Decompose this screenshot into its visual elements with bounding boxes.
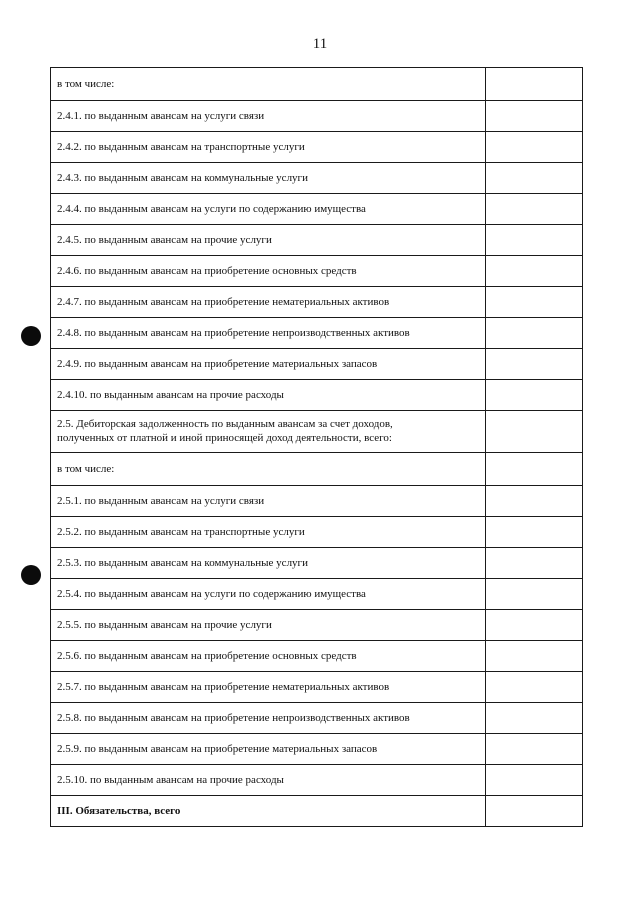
row-value-cell	[486, 318, 583, 349]
row-label: 2.4.3. по выданным авансам на коммунальные услуги	[51, 163, 486, 194]
row-value-cell	[486, 610, 583, 641]
row-value-cell	[486, 641, 583, 672]
punch-hole-mark	[21, 326, 41, 346]
table-row	[51, 486, 583, 517]
row-value-cell	[486, 765, 583, 796]
table-row	[51, 225, 583, 256]
table-row	[51, 548, 583, 579]
table-row	[51, 163, 583, 194]
table-row	[51, 453, 583, 486]
row-label: 2.5.7. по выданным авансам на приобретение нематериальных активов	[51, 672, 486, 703]
table-row	[51, 101, 583, 132]
table-row	[51, 796, 583, 827]
row-value-cell	[486, 287, 583, 318]
row-label: 2.4.6. по выданным авансам на приобретение основных средств	[51, 256, 486, 287]
row-value-cell	[486, 411, 583, 453]
table-row	[51, 734, 583, 765]
row-label: 2.5.4. по выданным авансам на услуги по содержанию имущества	[51, 579, 486, 610]
row-label: 2.5.3. по выданным авансам на коммунальные услуги	[51, 548, 486, 579]
punch-hole-mark	[21, 565, 41, 585]
row-value-cell	[486, 734, 583, 765]
row-value-cell	[486, 68, 583, 101]
row-label: 2.4.4. по выданным авансам на услуги по содержанию имущества	[51, 194, 486, 225]
table-row	[51, 256, 583, 287]
table-row	[51, 132, 583, 163]
row-label: в том числе:	[51, 453, 486, 486]
row-label-line: полученных от платной и иной приносящей доход деятельности, всего:	[57, 432, 392, 444]
row-label: 2.5.6. по выданным авансам на приобретение основных средств	[51, 641, 486, 672]
row-label-line: 2.5. Дебиторская задолженность по выданным авансам за счет доходов,	[57, 418, 393, 430]
row-value-cell	[486, 703, 583, 734]
row-label: 2.5.2. по выданным авансам на транспортные услуги	[51, 517, 486, 548]
row-label: в том числе:	[51, 68, 486, 101]
table-row	[51, 579, 583, 610]
row-label: 2.5.1. по выданным авансам на услуги связи	[51, 486, 486, 517]
table-row	[51, 194, 583, 225]
row-value-cell	[486, 517, 583, 548]
row-value-cell	[486, 101, 583, 132]
row-value-cell	[486, 163, 583, 194]
row-value-cell	[486, 672, 583, 703]
table-row	[51, 703, 583, 734]
row-label: 2.4.7. по выданным авансам на приобретение нематериальных активов	[51, 287, 486, 318]
row-value-cell	[486, 132, 583, 163]
row-value-cell	[486, 194, 583, 225]
row-label: 2.4.1. по выданным авансам на услуги связи	[51, 101, 486, 132]
table-row	[51, 380, 583, 411]
table-row	[51, 287, 583, 318]
row-label: 2.4.9. по выданным авансам на приобретение материальных запасов	[51, 349, 486, 380]
row-label: 2.4.10. по выданным авансам на прочие расходы	[51, 380, 486, 411]
row-value-cell	[486, 796, 583, 827]
row-value-cell	[486, 453, 583, 486]
page-number: 11	[312, 36, 328, 52]
row-value-cell	[486, 486, 583, 517]
row-value-cell	[486, 256, 583, 287]
table-row	[51, 672, 583, 703]
table-row	[51, 349, 583, 380]
report-table	[50, 67, 583, 827]
row-label	[51, 411, 486, 453]
row-label: 2.4.5. по выданным авансам на прочие услуги	[51, 225, 486, 256]
table-row	[51, 517, 583, 548]
table-row	[51, 318, 583, 349]
row-label: 2.4.8. по выданным авансам на приобретение непроизводственных активов	[51, 318, 486, 349]
section-heading: III. Обязательства, всего	[51, 796, 486, 827]
row-value-cell	[486, 225, 583, 256]
row-value-cell	[486, 380, 583, 411]
table-row	[51, 411, 583, 453]
table-row	[51, 765, 583, 796]
row-label: 2.4.2. по выданным авансам на транспортные услуги	[51, 132, 486, 163]
table-row	[51, 610, 583, 641]
row-value-cell	[486, 349, 583, 380]
row-value-cell	[486, 579, 583, 610]
table-row	[51, 68, 583, 101]
row-value-cell	[486, 548, 583, 579]
row-label: 2.5.5. по выданным авансам на прочие услуги	[51, 610, 486, 641]
row-label: 2.5.10. по выданным авансам на прочие расходы	[51, 765, 486, 796]
row-label: 2.5.8. по выданным авансам на приобретение непроизводственных активов	[51, 703, 486, 734]
table-row	[51, 641, 583, 672]
row-label: 2.5.9. по выданным авансам на приобретение материальных запасов	[51, 734, 486, 765]
